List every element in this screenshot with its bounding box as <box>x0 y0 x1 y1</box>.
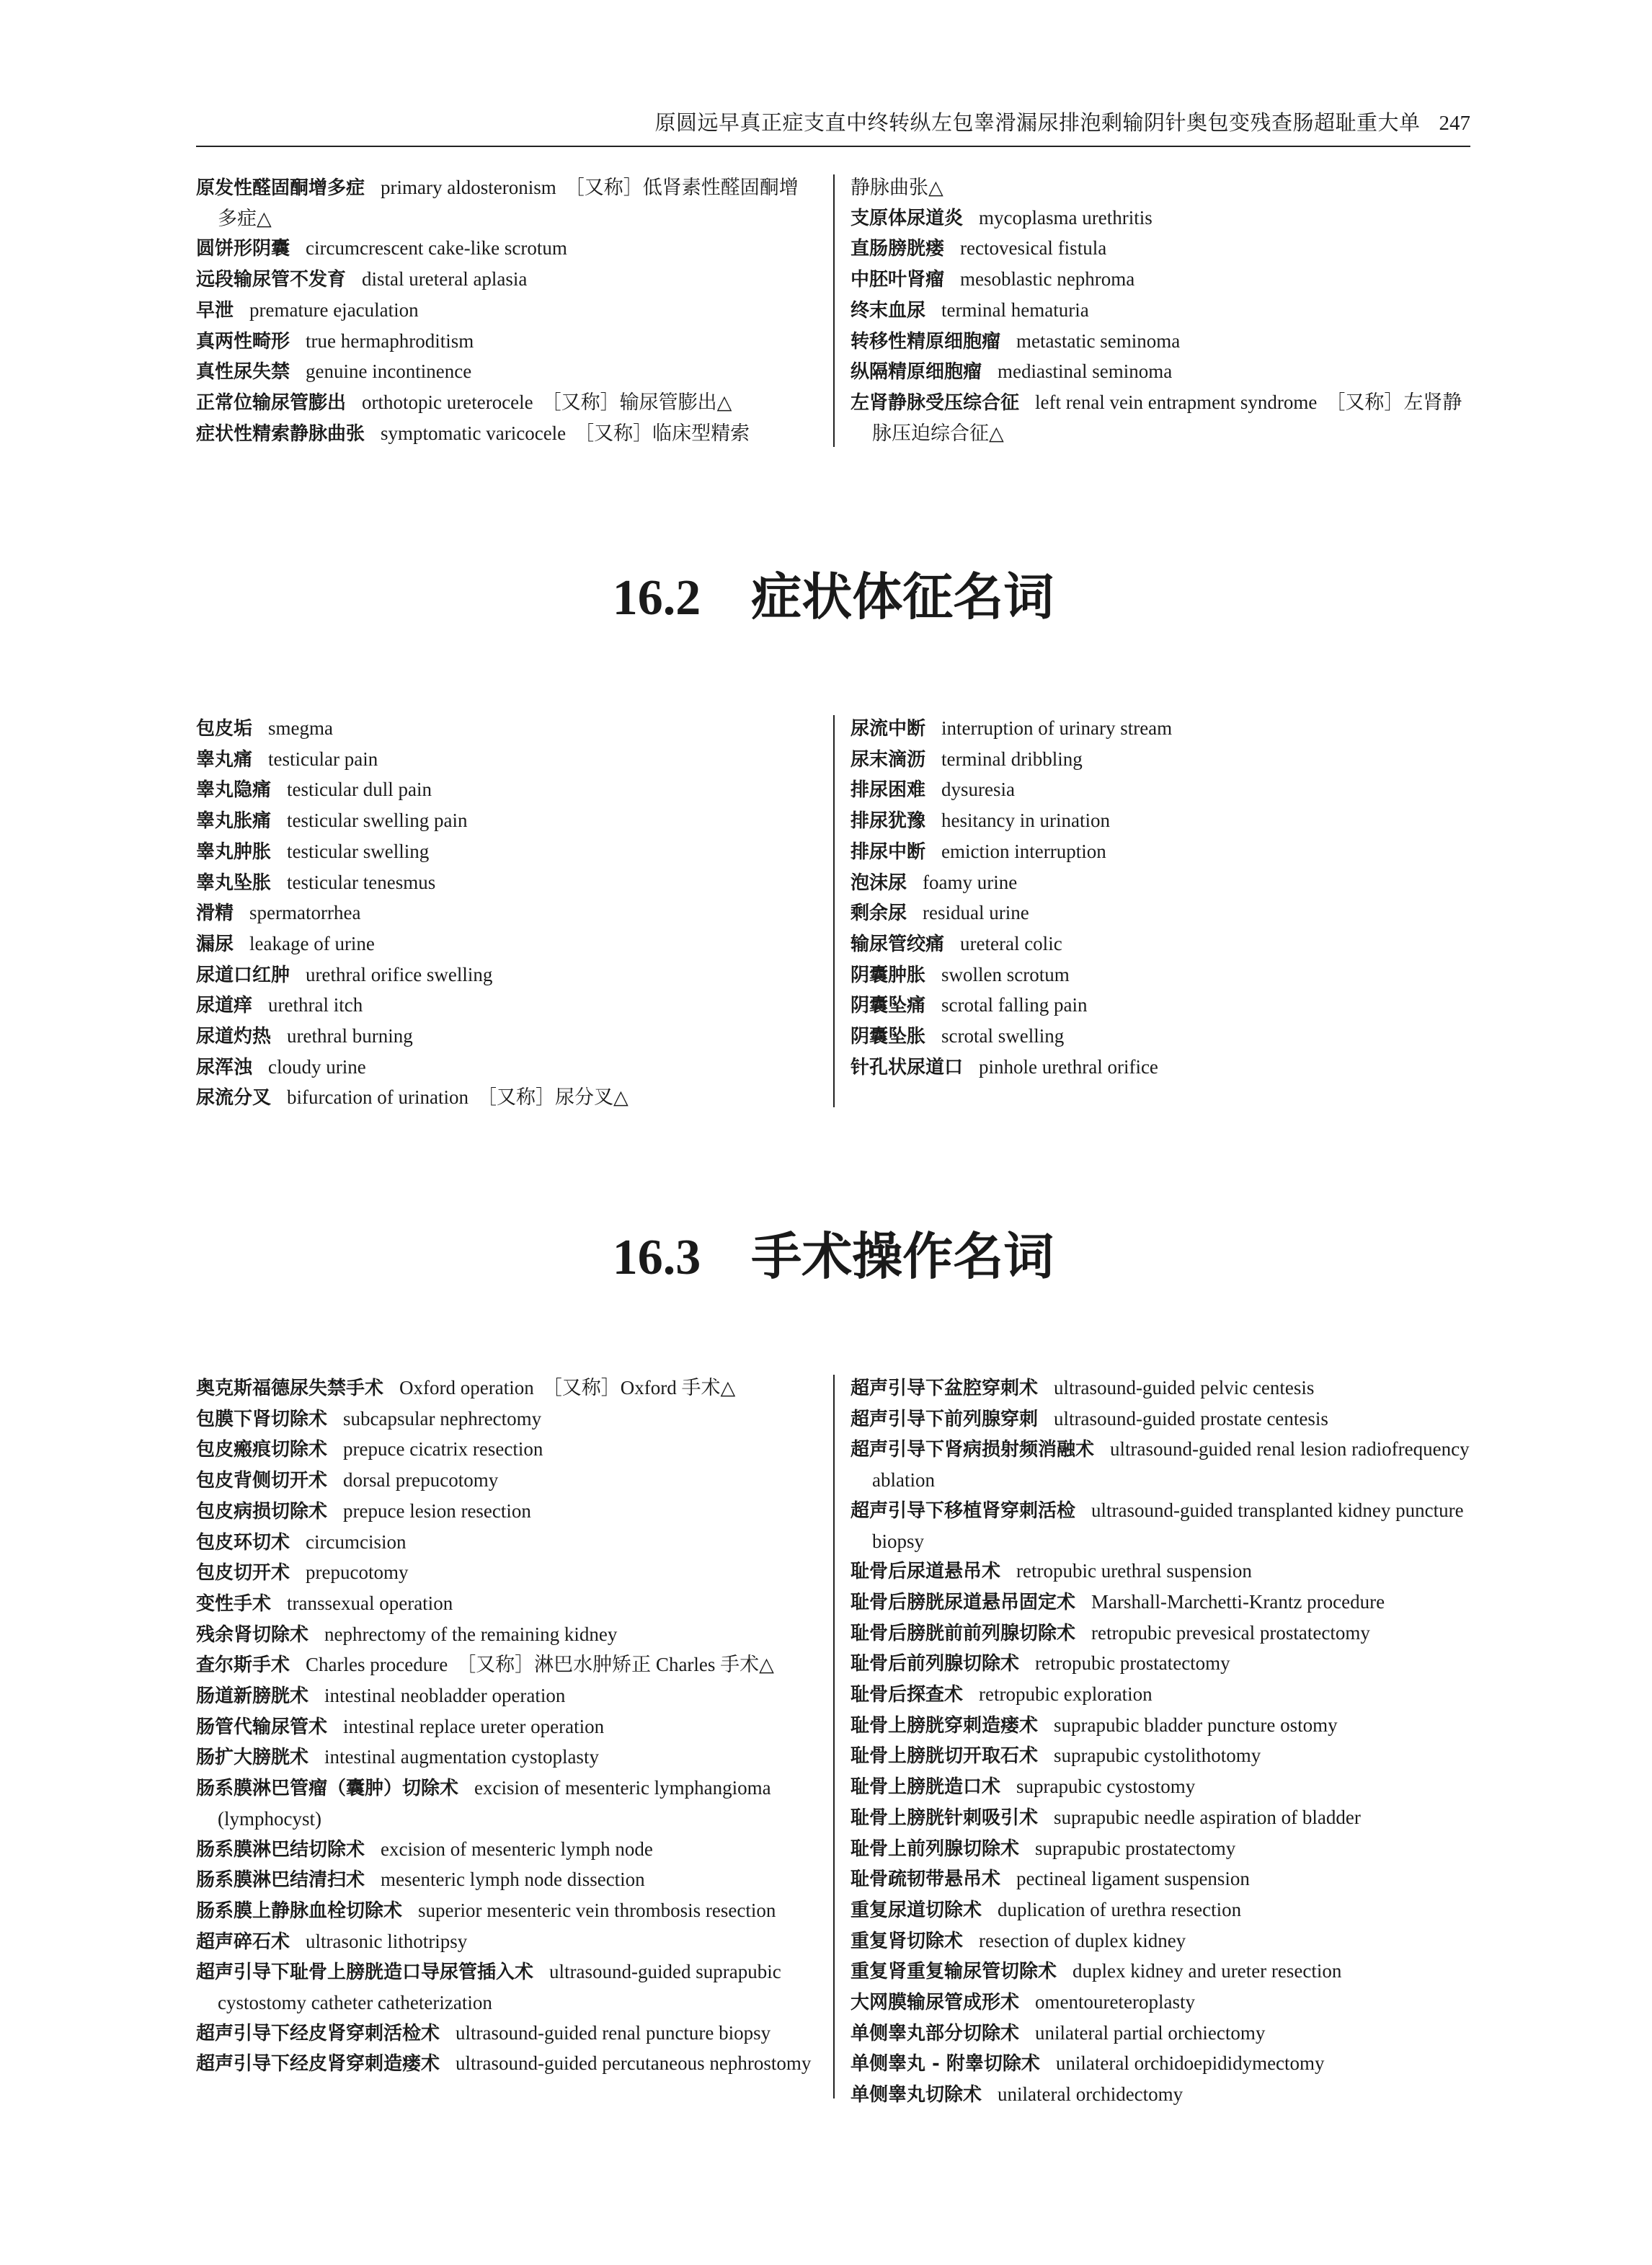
glossary-entry <box>851 1741 1470 1772</box>
term-en: Charles procedure <box>306 1654 448 1676</box>
term-zh: 重复尿道切除术 <box>851 1899 982 1921</box>
term-en: pinhole urethral orifice <box>979 1055 1158 1078</box>
glossary-entry <box>851 745 1470 776</box>
term-zh: 剩余尿 <box>851 903 907 925</box>
glossary-entry <box>851 173 1470 203</box>
term-en: rectovesical fistula <box>960 237 1107 260</box>
glossary-entry <box>196 960 816 991</box>
term-en: retropubic prostatectomy <box>1035 1652 1230 1675</box>
term-en: suprapubic cystostomy <box>1016 1776 1196 1798</box>
glossary-entry <box>851 1052 1470 1083</box>
heading-number: 16.3 <box>612 1230 701 1285</box>
term-zh: 包皮瘢痕切除术 <box>196 1439 328 1461</box>
term-en: scrotal falling pain <box>941 994 1088 1016</box>
term-en: emiction interruption <box>941 840 1106 862</box>
glossary-entry <box>851 2049 1470 2080</box>
term-zh: 大网膜输尿管成形术 <box>851 1992 1020 2014</box>
term-zh: 包皮背侧切开术 <box>196 1470 328 1492</box>
term-zh: 超声引导下前列腺穿刺 <box>851 1408 1039 1430</box>
glossary-entry <box>851 1987 1470 2018</box>
term-en: omentoureteroplasty <box>1035 1991 1195 2013</box>
glossary-entry <box>196 745 816 776</box>
term-en: duplex kidney and ureter resection <box>1073 1960 1342 1982</box>
term-en: testicular swelling pain <box>287 810 468 832</box>
term-en: transsexual operation <box>287 1592 453 1614</box>
glossary-entry <box>196 1373 816 1404</box>
term-zh: 超声引导下经皮肾穿刺造瘘术 <box>196 2053 440 2075</box>
glossary-entry <box>851 1496 1470 1556</box>
glossary-entry <box>196 419 816 450</box>
term-zh: 耻骨后膀胱前前列腺切除术 <box>851 1622 1076 1644</box>
term-zh: 转移性精原细胞瘤 <box>851 330 1001 353</box>
glossary-entry <box>196 1712 816 1743</box>
term-en: Marshall-Marchetti-Krantz procedure <box>1091 1590 1385 1613</box>
term-en: dorsal prepucotomy <box>343 1469 499 1491</box>
term-en: residual urine <box>923 902 1029 924</box>
term-zh: 睾丸肿胀 <box>196 841 272 863</box>
term-en: circumcision <box>306 1530 407 1553</box>
term-zh: 纵隔精原细胞瘤 <box>851 361 982 384</box>
glossary-entry <box>196 1650 816 1681</box>
column-divider <box>833 715 835 1107</box>
term-en: ultrasound-guided pelvic centesis <box>1054 1377 1315 1399</box>
term-en: testicular tenesmus <box>287 871 436 893</box>
column-divider <box>833 1375 835 2098</box>
term-zh: 排尿犹豫 <box>851 810 926 833</box>
glossary-entry <box>851 357 1470 388</box>
term-zh: 左肾静脉受压综合征 <box>851 391 1020 414</box>
term-zh: 睾丸痛 <box>196 748 253 771</box>
term-zh: 超声引导下肾病损射频消融术 <box>851 1439 1095 1461</box>
term-zh: 阴囊坠胀 <box>851 1026 926 1048</box>
term-zh: 重复肾重复输尿管切除术 <box>851 1961 1057 1983</box>
glossary-entry <box>851 327 1470 358</box>
term-en: urethral orifice swelling <box>306 963 493 985</box>
term-en: testicular swelling <box>287 840 430 862</box>
heading-title: 手术操作名词 <box>751 1230 1054 1285</box>
left-column <box>196 1373 816 2080</box>
term-zh: 超声引导下耻骨上膀胱造口导尿管插入术 <box>196 1962 534 1984</box>
term-en: terminal hematuria <box>941 298 1089 321</box>
glossary-entry <box>196 173 816 234</box>
term-zh: 包皮环切术 <box>196 1531 290 1553</box>
glossary-entry <box>196 929 816 960</box>
left-column <box>196 173 816 449</box>
term-en: true hermaphroditism <box>306 329 474 352</box>
glossary-entry <box>851 714 1470 745</box>
glossary-entry <box>851 1404 1470 1435</box>
term-en: suprapubic bladder puncture ostomy <box>1054 1714 1338 1736</box>
term-zh: 阴囊肿胀 <box>851 964 926 986</box>
term-en: unilateral orchidoepididymectomy <box>1055 2052 1325 2075</box>
term-en: superior mesenteric vein thrombosis resection <box>418 1899 776 1921</box>
term-note: ［又称］临床型精索 <box>574 422 750 444</box>
term-zh: 查尔斯手术 <box>196 1654 290 1677</box>
term-note: ［又称］低肾素性醛固酮增多症△ <box>218 177 799 229</box>
term-zh: 超声碎石术 <box>196 1931 290 1953</box>
glossary-entry <box>196 1865 816 1896</box>
section-continued <box>196 173 1470 454</box>
term-en: ultrasound-guided percutaneous nephrostomy <box>456 2052 812 2075</box>
term-zh: 排尿困难 <box>851 779 926 802</box>
term-zh: 肠系膜淋巴管瘤（囊肿）切除术 <box>196 1778 459 1800</box>
term-zh: 滑精 <box>196 903 234 925</box>
column-divider <box>833 174 835 447</box>
glossary-entry <box>196 1466 816 1497</box>
glossary-entry <box>196 1558 816 1589</box>
term-en: ultrasound-guided renal puncture biopsy <box>456 2021 771 2044</box>
term-en: subcapsular nephrectomy <box>343 1407 542 1430</box>
header-index-string: 原圆远早真正症支直中终转纵左包睾滑漏尿排泡剩输阴针奥包变残查肠超耻重大单 <box>654 112 1421 135</box>
glossary-entry <box>196 1835 816 1866</box>
term-zh: 支原体尿道炎 <box>851 207 964 229</box>
term-en: ultrasound-guided prostate centesis <box>1054 1407 1328 1430</box>
page-number: 247 <box>1439 112 1470 135</box>
term-en: prepuce lesion resection <box>343 1499 531 1522</box>
term-zh: 直肠膀胱瘘 <box>851 238 945 260</box>
term-en: metastatic seminoma <box>1016 329 1181 352</box>
term-zh: 肠系膜淋巴结清扫术 <box>196 1869 365 1892</box>
term-zh: 早泄 <box>196 299 234 322</box>
term-en: pectineal ligament suspension <box>1016 1868 1250 1890</box>
right-column <box>851 714 1470 1083</box>
glossary-entry <box>196 1896 816 1927</box>
glossary-entry <box>196 265 816 296</box>
glossary-entry <box>196 1497 816 1528</box>
term-en: dysuresia <box>941 779 1015 801</box>
heading-number: 16.2 <box>612 570 701 626</box>
section-heading-16-3 <box>196 1216 1470 1289</box>
term-en: mediastinal seminoma <box>998 360 1173 383</box>
glossary-entry <box>851 898 1470 929</box>
term-zh: 尿流中断 <box>851 718 926 740</box>
glossary-entry <box>851 2018 1470 2049</box>
term-en: swollen scrotum <box>941 963 1070 985</box>
term-en: intestinal augmentation cystoplasty <box>324 1746 599 1768</box>
term-zh: 残余肾切除术 <box>196 1623 309 1646</box>
term-en: spermatorrhea <box>249 902 361 924</box>
term-zh: 远段输尿管不发育 <box>196 269 347 291</box>
term-en: urethral burning <box>287 1025 413 1047</box>
term-en: suprapubic needle aspiration of bladder <box>1054 1806 1361 1828</box>
term-en: ultrasound-guided suprapubic cystostomy catheter catheterization <box>218 1961 781 2014</box>
term-en: intestinal neobladder operation <box>324 1685 566 1707</box>
term-en: genuine incontinence <box>306 360 472 383</box>
term-en: ureteral colic <box>960 932 1062 954</box>
term-en: interruption of urinary stream <box>941 717 1173 739</box>
term-zh: 圆饼形阴囊 <box>196 238 290 260</box>
term-zh: 超声引导下盆腔穿刺术 <box>851 1378 1039 1399</box>
glossary-entry <box>196 714 816 745</box>
term-en: suprapubic prostatectomy <box>1035 1837 1236 1859</box>
glossary-entry <box>851 234 1470 265</box>
term-zh: 尿浑浊 <box>196 1056 253 1078</box>
term-zh: 排尿中断 <box>851 841 926 863</box>
term-zh: 阴囊坠痛 <box>851 995 926 1017</box>
term-en: excision of mesenteric lymph node <box>381 1838 653 1860</box>
glossary-entry <box>196 806 816 837</box>
glossary-entry <box>851 775 1470 806</box>
term-zh: 奥克斯福德尿失禁手术 <box>196 1378 384 1399</box>
term-zh: 睾丸坠胀 <box>196 872 272 894</box>
left-column <box>196 714 816 1114</box>
term-en: suprapubic cystolithotomy <box>1054 1745 1261 1767</box>
term-zh: 尿道灼热 <box>196 1026 272 1048</box>
glossary-entry <box>196 1589 816 1620</box>
glossary-entry <box>851 1864 1470 1895</box>
term-en: retropubic prevesical prostatectomy <box>1091 1621 1370 1644</box>
glossary-entry <box>196 1742 816 1773</box>
term-zh: 真两性畸形 <box>196 330 290 353</box>
term-en: testicular dull pain <box>287 779 432 801</box>
term-zh: 症状性精索静脉曲张 <box>196 422 365 445</box>
glossary-entry <box>196 1957 816 2018</box>
glossary-entry <box>196 1620 816 1651</box>
term-en: Oxford operation <box>399 1377 534 1399</box>
term-en: primary aldosteronism <box>381 177 556 198</box>
term-en: ultrasound-guided renal lesion radiofrequency ablation <box>872 1438 1470 1491</box>
glossary-entry <box>196 1404 816 1435</box>
glossary-entry <box>851 868 1470 899</box>
glossary-entry <box>196 1083 816 1114</box>
term-zh: 泡沫尿 <box>851 872 907 894</box>
glossary-entry <box>851 960 1470 991</box>
term-zh: 尿流分叉 <box>196 1087 272 1109</box>
term-zh: 睾丸隐痛 <box>196 779 272 802</box>
glossary-entry <box>196 1052 816 1083</box>
term-zh: 耻骨上膀胱造口术 <box>851 1776 1001 1799</box>
glossary-entry <box>851 1587 1470 1618</box>
term-zh: 包皮切开术 <box>196 1562 290 1584</box>
term-en: excision of mesenteric lymphangioma (lymphocyst) <box>218 1777 771 1830</box>
term-zh: 针孔状尿道口 <box>851 1056 964 1078</box>
term-en: mesenteric lymph node dissection <box>381 1869 645 1891</box>
glossary-entry <box>196 775 816 806</box>
term-en: circumcrescent cake-like scrotum <box>306 237 567 260</box>
term-zh: 尿末滴沥 <box>851 748 926 771</box>
glossary-entry <box>851 837 1470 868</box>
glossary-entry <box>196 234 816 265</box>
term-en: cloudy urine <box>268 1055 366 1078</box>
term-zh: 肠扩大膀胱术 <box>196 1747 309 1769</box>
term-zh: 真性尿失禁 <box>196 361 290 384</box>
term-zh: 中胚叶肾瘤 <box>851 269 945 291</box>
term-zh: 尿道口红肿 <box>196 964 290 986</box>
glossary-entry <box>851 1435 1470 1495</box>
term-en: unilateral partial orchiectomy <box>1035 2021 1266 2044</box>
term-zh: 肠系膜上静脉血栓切除术 <box>196 1900 403 1922</box>
right-column <box>851 1373 1470 2111</box>
term-zh: 尿道痒 <box>196 995 253 1017</box>
term-en: ultrasonic lithotripsy <box>306 1930 468 1952</box>
glossary-entry <box>196 388 816 419</box>
glossary-entry <box>851 1895 1470 1926</box>
section-16-2 <box>196 714 1470 1117</box>
term-zh: 肠管代输尿管术 <box>196 1716 328 1738</box>
glossary-entry <box>196 2018 816 2049</box>
term-zh: 重复肾切除术 <box>851 1930 964 1952</box>
term-note: 静脉曲张△ <box>851 177 943 198</box>
glossary-entry <box>196 1681 816 1712</box>
term-en: hesitancy in urination <box>941 810 1110 832</box>
term-en: premature ejaculation <box>249 298 419 321</box>
glossary-entry <box>851 1649 1470 1680</box>
term-zh: 终末血尿 <box>851 299 926 322</box>
glossary-entry <box>851 1618 1470 1649</box>
right-column <box>851 173 1470 448</box>
term-en: testicular pain <box>268 748 378 770</box>
term-zh: 耻骨后前列腺切除术 <box>851 1653 1020 1675</box>
glossary-entry <box>851 990 1470 1021</box>
glossary-entry <box>851 265 1470 296</box>
term-note: ［又称］淋巴水肿矫正 Charles 手术△ <box>456 1654 774 1676</box>
glossary-entry <box>851 806 1470 837</box>
term-en: foamy urine <box>923 871 1018 893</box>
term-zh: 正常位输尿管膨出 <box>196 391 347 414</box>
term-en: nephrectomy of the remaining kidney <box>324 1623 618 1645</box>
term-zh: 睾丸胀痛 <box>196 810 272 833</box>
term-en: leakage of urine <box>249 932 375 954</box>
term-zh: 肠道新膀胱术 <box>196 1685 309 1708</box>
term-en: ultrasound-guided transplanted kidney puncture biopsy <box>872 1499 1464 1552</box>
term-zh: 耻骨疏韧带悬吊术 <box>851 1869 1001 1891</box>
glossary-entry <box>196 357 816 388</box>
term-en: orthotopic ureterocele <box>362 391 533 413</box>
glossary-entry <box>196 1435 816 1466</box>
glossary-entry <box>196 1927 816 1958</box>
term-en: prepuce cicatrix resection <box>343 1438 543 1460</box>
glossary-entry <box>196 1528 816 1559</box>
glossary-entry <box>851 1803 1470 1834</box>
term-zh: 包皮垢 <box>196 718 253 740</box>
term-zh: 耻骨上前列腺切除术 <box>851 1838 1020 1860</box>
glossary-entry <box>851 1556 1470 1587</box>
term-en: unilateral orchidectomy <box>998 2083 1184 2106</box>
term-en: retropubic urethral suspension <box>1016 1560 1252 1582</box>
glossary-entry <box>851 203 1470 234</box>
term-en: distal ureteral aplasia <box>362 268 528 291</box>
term-en: left renal vein entrapment syndrome <box>1035 391 1318 413</box>
term-en: smegma <box>268 717 333 739</box>
glossary-entry <box>196 990 816 1021</box>
term-zh: 包皮病损切除术 <box>196 1500 328 1522</box>
section-16-3 <box>196 1373 1470 2106</box>
glossary-entry <box>196 2049 816 2080</box>
glossary-entry <box>851 1680 1470 1711</box>
term-zh: 耻骨后探查术 <box>851 1684 964 1706</box>
term-zh: 耻骨后膀胱尿道悬吊固定术 <box>851 1591 1076 1613</box>
term-zh: 漏尿 <box>196 933 234 955</box>
glossary-entry <box>851 1373 1470 1404</box>
term-zh: 原发性醛固酮增多症 <box>196 177 365 199</box>
heading-title: 症状体征名词 <box>751 570 1054 626</box>
term-zh: 变性手术 <box>196 1592 272 1615</box>
glossary-entry <box>851 296 1470 327</box>
glossary-entry <box>196 1021 816 1052</box>
glossary-entry <box>196 296 816 327</box>
glossary-entry <box>851 1711 1470 1742</box>
term-en: symptomatic varicocele <box>381 422 567 444</box>
term-zh: 超声引导下经皮肾穿刺活检术 <box>196 2022 440 2044</box>
term-zh: 超声引导下移植肾穿刺活检 <box>851 1499 1076 1522</box>
term-en: mycoplasma urethritis <box>979 206 1153 229</box>
glossary-entry <box>196 837 816 868</box>
term-en: intestinal replace ureter operation <box>343 1715 605 1737</box>
term-zh: 单侧睾丸 - 附睾切除术 <box>851 2053 1040 2075</box>
term-zh: 耻骨上膀胱针刺吸引术 <box>851 1807 1039 1829</box>
glossary-entry <box>196 1773 816 1834</box>
term-en: bifurcation of urination <box>287 1086 468 1109</box>
glossary-entry <box>851 2080 1470 2111</box>
running-header <box>196 101 1470 147</box>
term-note: ［又称］Oxford 手术△ <box>542 1377 736 1399</box>
term-en: scrotal swelling <box>941 1025 1065 1047</box>
glossary-entry <box>851 1021 1470 1052</box>
glossary-entry <box>196 868 816 899</box>
glossary-entry <box>196 898 816 929</box>
term-zh: 包膜下肾切除术 <box>196 1408 328 1430</box>
term-zh: 单侧睾丸部分切除术 <box>851 2022 1020 2044</box>
glossary-entry <box>851 388 1470 448</box>
term-zh: 肠系膜淋巴结切除术 <box>196 1838 365 1861</box>
term-note: ［又称］左肾静脉压迫综合征△ <box>872 391 1462 444</box>
term-note: ［又称］尿分叉△ <box>476 1086 629 1109</box>
glossary-entry <box>851 1926 1470 1957</box>
term-en: terminal dribbling <box>941 748 1083 770</box>
term-note: ［又称］输尿管膨出△ <box>541 391 732 413</box>
term-en: duplication of urethra resection <box>998 1898 1242 1920</box>
glossary-entry <box>851 1772 1470 1803</box>
glossary-entry <box>851 929 1470 960</box>
glossary-entry <box>851 1834 1470 1865</box>
term-en: urethral itch <box>268 994 363 1016</box>
term-en: mesoblastic nephroma <box>960 268 1135 291</box>
glossary-entry <box>196 327 816 358</box>
term-zh: 输尿管绞痛 <box>851 933 945 955</box>
section-heading-16-2 <box>196 557 1470 629</box>
term-zh: 单侧睾丸切除术 <box>851 2084 982 2106</box>
term-en: prepucotomy <box>306 1561 409 1584</box>
term-zh: 耻骨上膀胱穿刺造瘘术 <box>851 1714 1039 1737</box>
term-zh: 耻骨后尿道悬吊术 <box>851 1561 1001 1583</box>
term-zh: 耻骨上膀胱切开取石术 <box>851 1745 1039 1768</box>
glossary-entry <box>851 1956 1470 1987</box>
term-en: retropubic exploration <box>979 1683 1153 1706</box>
term-en: resection of duplex kidney <box>979 1929 1186 1951</box>
